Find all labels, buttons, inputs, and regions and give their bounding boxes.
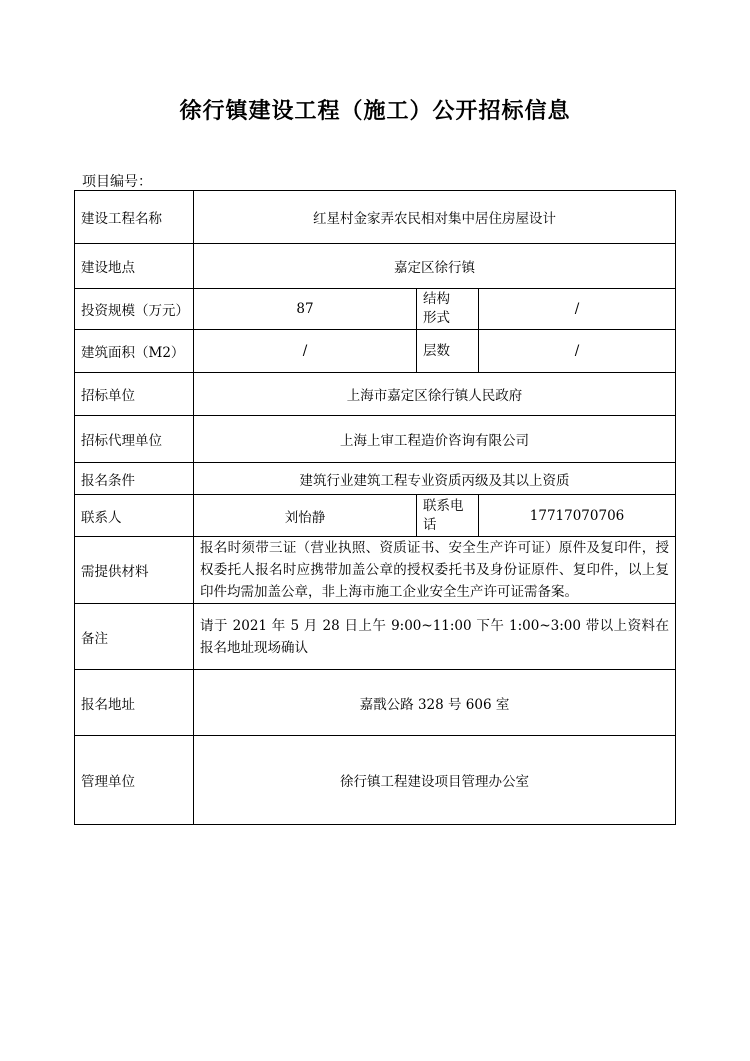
location-value: 嘉定区徐行镇 — [194, 244, 676, 289]
conditions-label: 报名条件 — [75, 463, 194, 495]
row-materials — [75, 537, 676, 604]
agent-value: 上海上审工程造价咨询有限公司 — [194, 416, 676, 463]
materials-value: 报名时须带三证（营业执照、资质证书、安全生产许可证）原件及复印件，授权委托人报名时应携带加盖公章的授权委托书及身份证原件、复印件，以上复印件均需加盖公章，非上海市施工企业安全生产许可证需备案。 — [194, 537, 676, 604]
area-value: / — [194, 330, 417, 373]
structure-label-line2: 形式 — [423, 310, 450, 326]
reg-address-label: 报名地址 — [75, 670, 194, 736]
floors-value: / — [479, 330, 676, 373]
investment-label: 投资规模（万元） — [75, 289, 194, 330]
structure-label-line1: 结构 — [423, 291, 450, 307]
phone-value: 17717070706 — [479, 495, 676, 537]
row-agent — [75, 416, 676, 463]
row-conditions — [75, 463, 676, 495]
tenderer-value: 上海市嘉定区徐行镇人民政府 — [194, 373, 676, 416]
manager-value: 徐行镇工程建设项目管理办公室 — [194, 736, 676, 825]
row-location — [75, 244, 676, 289]
floors-label: 层数 — [417, 330, 479, 373]
row-tenderer — [75, 373, 676, 416]
investment-value: 87 — [194, 289, 417, 330]
structure-label — [417, 289, 479, 330]
phone-label-line1: 联系电 — [423, 497, 464, 514]
document-title: 徐行镇建设工程（施工）公开招标信息 — [179, 99, 571, 124]
project-name-value: 红星村金家弄农民相对集中居住房屋设计 — [194, 191, 676, 244]
contact-value: 刘怡静 — [194, 495, 417, 537]
conditions-value: 建筑行业建筑工程专业资质丙级及其以上资质 — [194, 463, 676, 495]
materials-label: 需提供材料 — [75, 537, 194, 604]
phone-label — [417, 495, 479, 537]
remarks-label: 备注 — [75, 604, 194, 670]
project-name-label: 建设工程名称 — [75, 191, 194, 244]
row-project-name — [75, 191, 676, 244]
row-remarks — [75, 604, 676, 670]
phone-label-line2: 话 — [423, 516, 437, 533]
row-investment — [75, 289, 676, 330]
tenderer-label: 招标单位 — [75, 373, 194, 416]
remarks-value: 请于 2021 年 5 月 28 日上午 9:00~11:00 下午 1:00~3:00 带以上资料在报名地址现场确认 — [194, 604, 676, 670]
location-label: 建设地点 — [75, 244, 194, 289]
agent-label: 招标代理单位 — [75, 416, 194, 463]
row-manager — [75, 736, 676, 825]
structure-value: / — [479, 289, 676, 330]
area-label: 建筑面积（M2） — [75, 330, 194, 373]
project-number-label: 项目编号： — [82, 174, 152, 190]
row-area — [75, 330, 676, 373]
row-contact — [75, 495, 676, 537]
tender-info-table — [74, 190, 676, 825]
row-reg-address — [75, 670, 676, 736]
manager-label: 管理单位 — [75, 736, 194, 825]
contact-label: 联系人 — [75, 495, 194, 537]
reg-address-value: 嘉戬公路 328 号 606 室 — [194, 670, 676, 736]
